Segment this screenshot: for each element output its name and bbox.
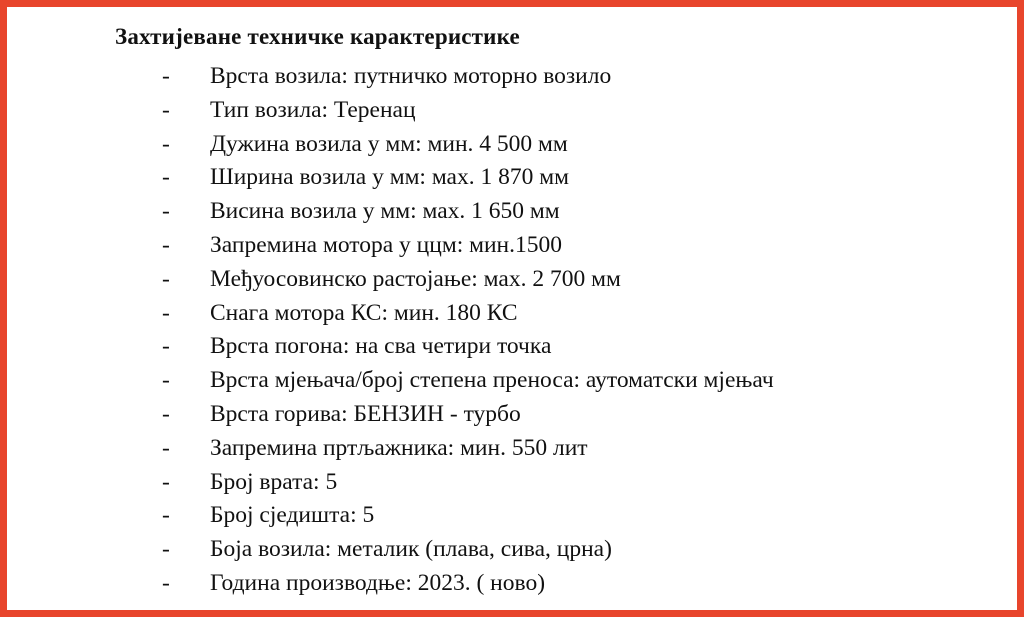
spec-text: Висина возила у мм: мах. 1 650 мм (210, 198, 560, 225)
list-bullet: - (162, 333, 170, 360)
spec-text: Снага мотора КС: мин. 180 КС (210, 299, 518, 326)
spec-text: Запремина мотора у ццм: мин.1500 (210, 231, 563, 258)
spec-text: Врста мјењача/број степена преноса: аутоматски мјењач (210, 367, 774, 394)
spec-text: Боја возила: металик (плава, сива, црна) (210, 536, 612, 563)
spec-text: Дужина возила у мм: мин. 4 500 мм (210, 130, 568, 157)
list-bullet: - (162, 63, 170, 89)
spec-text: Ширина возила у мм: мах. 1 870 мм (210, 164, 569, 191)
spec-text: Тип возила: Теренац (210, 96, 416, 123)
list-bullet: - (162, 367, 170, 394)
list-bullet: - (162, 164, 170, 191)
list-bullet: - (162, 198, 170, 225)
list-bullet: - (162, 96, 170, 123)
spec-text: Запремина пртљажника: мин. 550 лит (210, 434, 588, 461)
list-bullet: - (162, 536, 170, 563)
list-bullet: - (162, 434, 170, 461)
list-bullet: - (162, 502, 170, 529)
list-bullet: - (162, 299, 170, 326)
document-heading: Захтијеване техничке карактеристике (115, 24, 520, 49)
list-bullet: - (162, 231, 170, 258)
spec-text: Врста горива: БЕНЗИН - турбо (210, 400, 521, 427)
spec-text: Врста возила: путничко моторно возило (210, 63, 612, 89)
spec-text: Број сједишта: 5 (210, 502, 375, 529)
list-bullet: - (162, 468, 170, 495)
list-bullet: - (162, 569, 170, 596)
spec-text: Међуосовинско растојање: мах. 2 700 мм (210, 265, 621, 292)
spec-text: Година производње: 2023. ( ново) (210, 569, 546, 596)
list-bullet: - (162, 400, 170, 427)
spec-text: Број врата: 5 (210, 468, 338, 495)
list-bullet: - (162, 265, 170, 292)
list-bullet: - (162, 130, 170, 157)
spec-text: Врста погона: на сва четири точка (210, 333, 552, 360)
